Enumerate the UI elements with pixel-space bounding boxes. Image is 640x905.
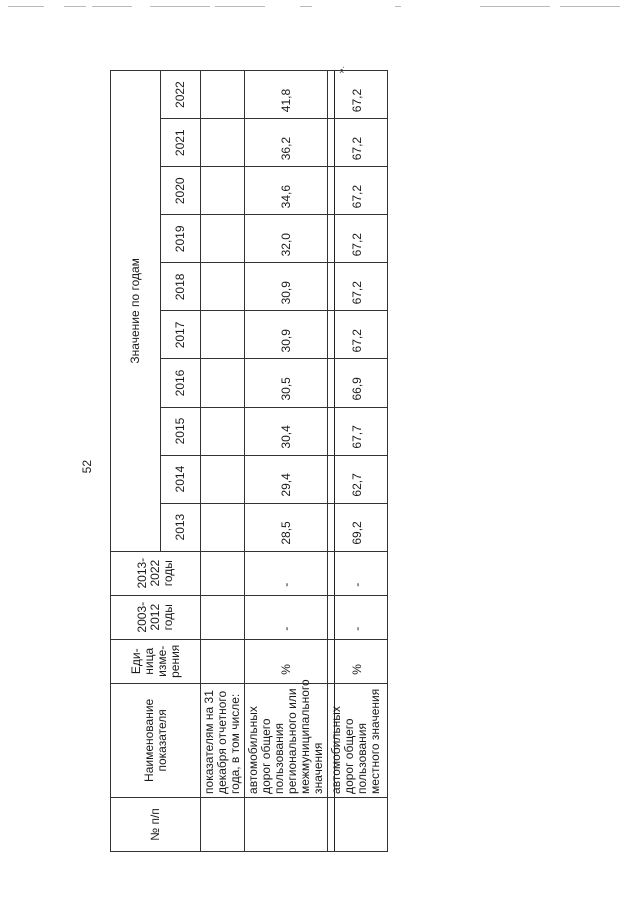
row-value-2017: 30,9 — [245, 311, 328, 359]
row-period-2013-2022: - — [328, 551, 388, 595]
row-num — [245, 797, 328, 851]
row-value-2021: 67,2 — [328, 119, 388, 167]
row-value-2019: 67,2 — [328, 215, 388, 263]
row-num — [328, 797, 388, 851]
row-value-2018: 30,9 — [245, 263, 328, 311]
header-num: № п/п — [111, 797, 201, 851]
header-year-2016: 2016 — [161, 359, 201, 407]
row-value-2015 — [201, 407, 245, 455]
page-number: 52 — [80, 460, 94, 474]
row-value-2021: 36,2 — [245, 119, 328, 167]
header-year-2018: 2018 — [161, 263, 201, 311]
header-year-2015: 2015 — [161, 407, 201, 455]
row-value-2014: 62,7 — [328, 455, 388, 503]
row-value-2022 — [201, 71, 245, 119]
row-period-2013-2022 — [201, 551, 245, 595]
row-value-2013: 28,5 — [245, 503, 328, 551]
row-value-2014 — [201, 455, 245, 503]
row-value-2021 — [201, 119, 245, 167]
row-value-2020: 67,2 — [328, 167, 388, 215]
rotated-table — [110, 70, 382, 852]
row-value-2019: 32,0 — [245, 215, 328, 263]
header-year-2020: 2020 — [161, 167, 201, 215]
row-value-2016: 30,5 — [245, 359, 328, 407]
row-value-2018 — [201, 263, 245, 311]
row-period-2003-2012: - — [328, 595, 388, 639]
row-period-2013-2022: - — [245, 551, 328, 595]
header-year-2014: 2014 — [161, 455, 201, 503]
table-row — [328, 71, 388, 852]
header-values-by-year: Значение по годам — [111, 71, 161, 552]
row-value-2017 — [201, 311, 245, 359]
row-indicator-name: показателям на 31 декабря отчетного года, в том числе: — [201, 683, 245, 797]
indicator-table — [110, 70, 388, 852]
row-value-2013: 69,2 — [328, 503, 388, 551]
row-value-2022: 41,8 — [245, 71, 328, 119]
row-unit: % — [328, 639, 388, 683]
stray-mark: ». — [336, 66, 346, 74]
row-period-2003-2012: - — [245, 595, 328, 639]
header-unit: Еди-ница изме-рения — [111, 639, 201, 683]
row-value-2019 — [201, 215, 245, 263]
table-row — [245, 71, 328, 852]
row-indicator-name: автомобильных дорог общего пользования местного значения — [328, 683, 388, 797]
row-value-2022: 67,2 — [328, 71, 388, 119]
row-value-2017: 67,2 — [328, 311, 388, 359]
row-unit — [201, 639, 245, 683]
row-value-2020 — [201, 167, 245, 215]
header-year-2019: 2019 — [161, 215, 201, 263]
table-row — [201, 71, 245, 852]
header-year-2022: 2022 — [161, 71, 201, 119]
header-year-2021: 2021 — [161, 119, 201, 167]
row-value-2013 — [201, 503, 245, 551]
row-value-2016: 66,9 — [328, 359, 388, 407]
row-unit: % — [245, 639, 328, 683]
row-num — [201, 797, 245, 851]
row-value-2015: 67,7 — [328, 407, 388, 455]
table-container — [110, 70, 382, 852]
row-period-2003-2012 — [201, 595, 245, 639]
row-value-2020: 34,6 — [245, 167, 328, 215]
scan-noise-top — [0, 6, 640, 12]
header-year-2017: 2017 — [161, 311, 201, 359]
row-value-2014: 29,4 — [245, 455, 328, 503]
row-indicator-name: автомобильных дорог общего пользования регионального или межмуниципального значения — [245, 683, 328, 797]
header-name: Наименование показателя — [111, 683, 201, 797]
header-period-2003-2012: 2003-2012 годы — [111, 595, 201, 639]
header-period-2013-2022: 2013-2022 годы — [111, 551, 201, 595]
row-value-2015: 30,4 — [245, 407, 328, 455]
header-year-2013: 2013 — [161, 503, 201, 551]
row-value-2018: 67,2 — [328, 263, 388, 311]
row-value-2016 — [201, 359, 245, 407]
